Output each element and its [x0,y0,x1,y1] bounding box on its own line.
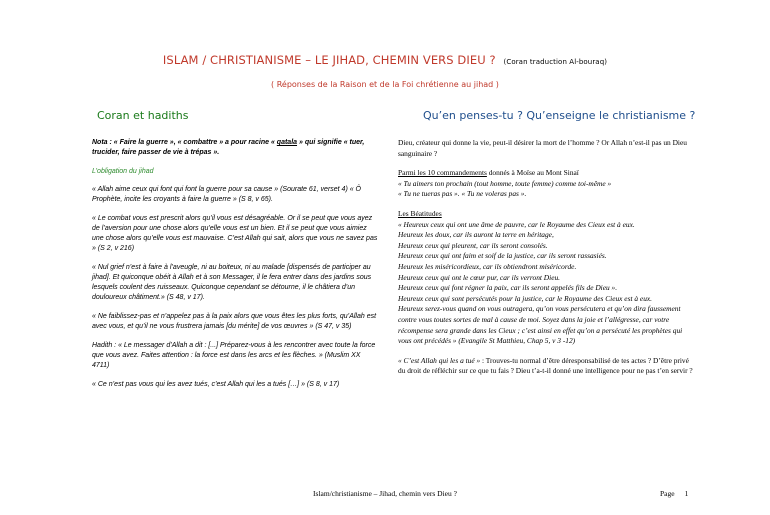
quran-quote: « Allah aime ceux qui font qui font la guerre pour sa cause » (Sourate 61, verset 4) « Ô Prophète, incite les croyants à faire la guerre » (S 8, v 65). [92,186,362,203]
commandments-title [398,168,694,179]
page-label: Page [660,489,675,498]
beatitudes-title: Les Béatitudes [398,208,442,218]
beatitude-line: Heureux les miséricordieux, car ils obtiendront miséricorde. [398,261,577,271]
closing-paragraph [398,356,694,377]
beatitude-line: Heureux ceux qui font régner la paix, car ils seront appelés fils de Dieu ». [398,283,618,293]
quran-quote: « Nul grief n’est à faire à l’aveugle, ni au boiteux, ni au malade [dispensés de participer au jihad]. Et quiconque obéit à Allah et à son Messager, il le fera entrer dans des jardins sous lesquels coulent des ruisseaux. Quiconque cependant se détourne, il le châtiera d’un douloureux châtiment.» (S 48, v 17). [92,264,372,301]
page-number [660,489,688,498]
beatitude-line: « Heureux ceux qui ont une âme de pauvre, car le Royaume des Cieux est à eux. [398,219,635,229]
quran-quote: « Ce n’est pas vous qui les avez tués, c’est Allah qui les a tués […] » (S 8, v 17) [92,381,340,388]
commandments-title-rest: donnés à Moïse au Mont Sinaï [486,168,579,178]
left-column-heading: Coran et hadiths [97,109,189,122]
right-column-heading: Qu’en penses-tu ? Qu’enseigne le christianisme ? [423,109,696,122]
beatitude-line: Heureux serez-vous quand on vous outragera, qu’on vous persécutera et qu’on dira faussement contre vous toutes sortes de mal à cause de moi. Soyez dans la joie et l’allégresse, car votre récompense sera grande dans les Cieux ; c’est ainsi en effet qu’on a persécuté les prophètes qui vous ont précédés » (Evangile St Matthieu, Chap 5, v 3 -12) [398,304,683,346]
left-column [92,138,378,399]
commandment-line: « Tu ne tueras pas ». « Tu ne voleras pas ». [398,189,527,199]
title-text: ISLAM / CHRISTIANISME – LE JIHAD, CHEMIN VERS DIEU ? [162,53,496,67]
quran-quote: « Le combat vous est prescrit alors qu’il vous est désagréable. Or il se peut que vous ayez de l’aversion pour une chose alors qu’elle vous est un bien. Et il se peut que vous aimiez une chose alors qu’elle vous est mauvaise. C’est Allah qui sait, alors que vous ne savez pas » (S 2, v 216) [92,215,378,252]
hadith-quote: Hadith : « Le messager d’Allah a dit : [...] Préparez-vous à les rencontrer avec toute la force que vous avez. Faites attention : la force est dans les arcs et les flèches. » (Muslim XX 4711) [92,342,376,369]
nota-keyword: qatala [276,139,298,146]
closing-quote: « C’est Allah qui les a tué » [398,355,481,365]
right-column [398,138,694,386]
nota-paragraph [92,138,378,158]
beatitude-line: Heureux ceux qui sont persécutés pour la justice, car le Royaume des Cieux est à eux. [398,293,653,303]
footer-text: Islam/christianisme – Jihad, chemin vers Dieu ? [313,489,457,498]
beatitudes-block [398,209,694,347]
title-note: (Coran traduction Al-bouraq) [503,58,608,66]
beatitude-line: Heureux ceux qui pleurent, car ils seront consolés. [398,240,548,250]
nota-text-end: » qui signifie « tuer, trucider, faire passer de vie à trépas ». [92,139,365,156]
beatitude-line: Heureux ceux qui ont faim et soif de la justice, car ils seront rassasiés. [398,251,607,261]
commandments-block [398,168,694,200]
commandments-title-underlined: Parmi les 10 commandements [398,168,487,178]
quran-quote: « Ne faiblissez-pas et n’appelez pas à la paix alors que vous êtes les plus forts, qu’Allah est avec vous, et qu’il ne vous frustrera jamais [du mérite] de vos œuvres » (S 47, v 35) [92,313,377,330]
page-number-value: 1 [684,489,689,498]
intro-paragraph: Dieu, créateur qui donne la vie, peut-il désirer la mort de l’homme ? Or Allah n’est-il pas un Dieu sanguinaire ? [398,138,687,158]
beatitude-line: Heureux ceux qui ont le cœur pur, car ils verront Dieu. [398,272,561,282]
document-title [0,53,770,67]
commandment-line: « Tu aimers ton prochain (tout homme, toute femme) comme toi-même » [398,178,612,188]
closing-question: : Trouves-tu normal d’être déresponsabilisé de tes actes ? D’être privé du droit de réfléchir sur ce que tu fais ? Dieu t’a-t-il donné une intelligence pour ne pas t’en servir ? [398,355,693,376]
section-title-obligation: L’obligation du jihad [92,168,154,175]
document-subtitle: ( Réponses de la Raison et de la Foi chrétienne au jihad ) [271,80,499,89]
beatitude-line: Heureux les doux, car ils auront la terre en héritage, [398,230,554,240]
nota-text-start: Nota : « Faire la guerre », « combattre » a pour racine « [92,139,277,146]
